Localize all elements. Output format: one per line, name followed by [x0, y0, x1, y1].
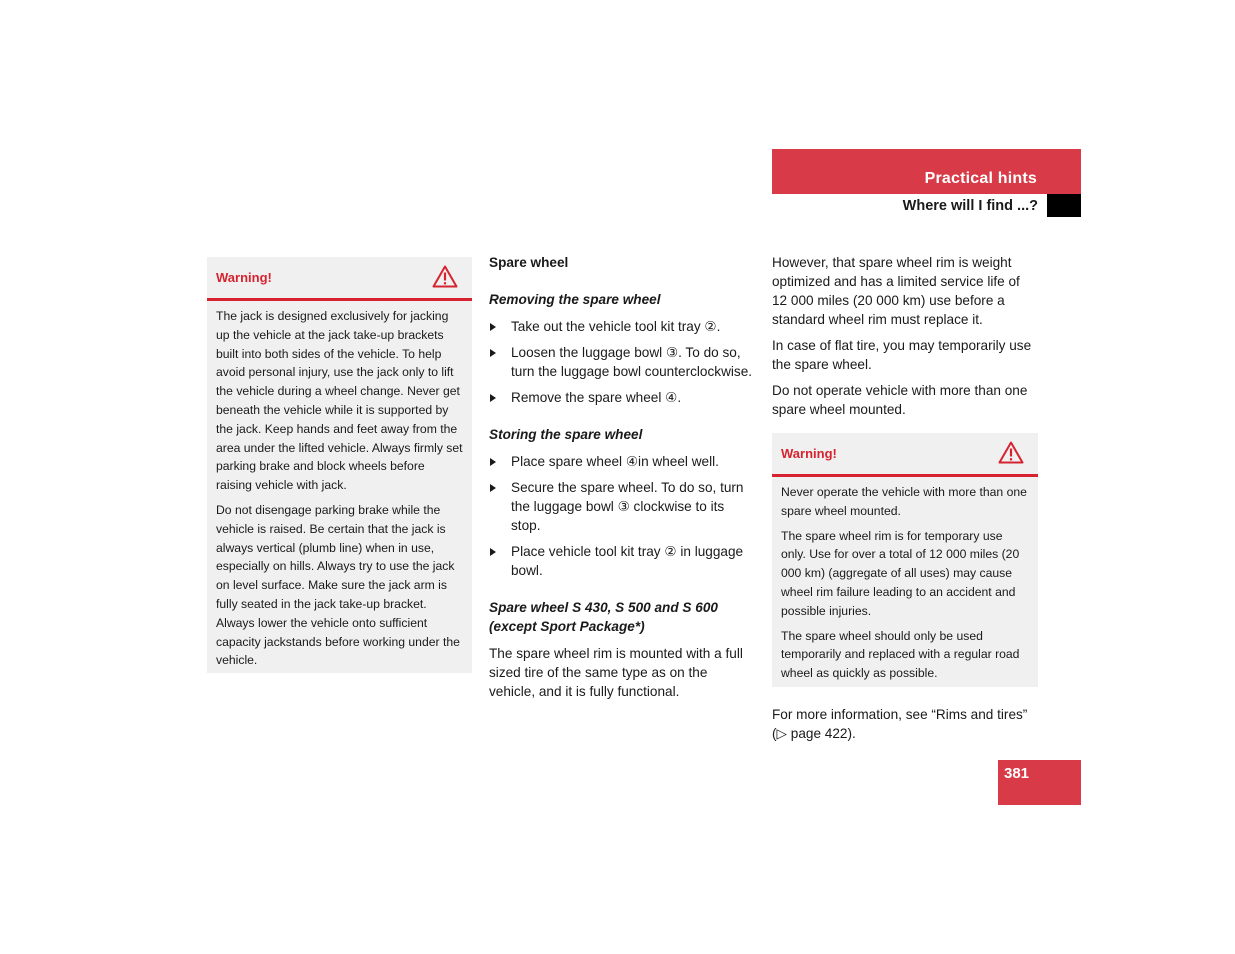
- instruction-step: [489, 343, 754, 381]
- body-paragraph: However, that spare wheel rim is weight optimized and has a limited service life of 12 000 miles (20 000 km) use before a standard wheel rim must replace it.: [772, 255, 1020, 327]
- section-title: Practical hints: [924, 170, 1037, 187]
- warning-label: Warning!: [781, 446, 837, 461]
- triangle-bullet-icon: [490, 548, 496, 556]
- step-text: Loosen the luggage bowl ③. To do so, turn the luggage bowl counterclockwise.: [511, 345, 753, 379]
- page-number-box: [998, 760, 1081, 805]
- body-paragraph: Do not operate vehicle with more than one spare wheel mounted.: [772, 383, 1028, 417]
- section-heading: Spare wheel: [489, 255, 569, 270]
- warning-paragraph: The spare wheel rim is for temporary use only. Use for over a total of 12 000 miles (20 000 km) (aggregate of all uses) may cause wheel rim failure leading to an accident and possible injuries.: [781, 528, 1020, 618]
- subsection-title: Where will I find ...?: [902, 198, 1038, 214]
- step-text: Secure the spare wheel. To do so, turn the luggage bowl ③ clockwise to its stop.: [511, 480, 744, 533]
- subheading-removing: Removing the spare wheel: [489, 292, 661, 307]
- warning-box-jack: [207, 257, 472, 673]
- warning-body: [207, 301, 472, 684]
- more-info: [772, 705, 1038, 750]
- step-text: Place spare wheel ④in wheel well.: [511, 454, 719, 469]
- step-text: Remove the spare wheel ④.: [511, 390, 682, 405]
- instruction-step: [489, 317, 754, 336]
- right-column: [772, 253, 1038, 426]
- middle-column: [489, 253, 754, 708]
- warning-header: [772, 433, 1038, 477]
- triangle-bullet-icon: [490, 349, 496, 357]
- warning-header: [207, 257, 472, 301]
- warning-triangle-icon: [998, 441, 1024, 464]
- body-paragraph: The spare wheel rim is mounted with a full sized tire of the same type as on the vehicle, and it is fully functional.: [489, 646, 743, 699]
- step-text: Place vehicle tool kit tray ② in luggage bowl.: [511, 544, 744, 578]
- warning-box-spare-wheel: [772, 433, 1038, 687]
- warning-label: Warning!: [216, 270, 272, 285]
- warning-body: [772, 477, 1038, 697]
- subheading-models: Spare wheel S 430, S 500 and S 600 (except Sport Package*): [489, 600, 718, 634]
- warning-triangle-icon: [432, 265, 458, 288]
- triangle-bullet-icon: [490, 394, 496, 402]
- warning-paragraph: Never operate the vehicle with more than one spare wheel mounted.: [781, 485, 1027, 518]
- warning-paragraph: The spare wheel should only be used temporarily and replaced with a regular road wheel as quickly as possible.: [781, 628, 1020, 681]
- section-header-bar: [772, 149, 1081, 194]
- page-reference-text: For more information, see “Rims and tires” (▷ page 422).: [772, 707, 1028, 741]
- step-text: Take out the vehicle tool kit tray ②.: [511, 319, 721, 334]
- instruction-step: [489, 478, 754, 535]
- instruction-step: [489, 542, 754, 580]
- triangle-bullet-icon: [490, 484, 496, 492]
- instruction-step: [489, 452, 754, 471]
- header-marker: [1047, 194, 1081, 217]
- instruction-step: [489, 388, 754, 407]
- page-number: 381: [1004, 765, 1030, 782]
- warning-paragraph: The jack is designed exclusively for jacking up the vehicle at the jack take-up brackets built into both sides of the vehicle. To help avoid personal injury, use the jack only to lift the vehicle during a wheel change. Never get beneath the vehicle while it is supported by the jack. Keep hands and feet away from the area under the lifted vehicle. Always firmly set parking brake and block wheels before raising vehicle with jack.: [216, 309, 463, 493]
- subheading-storing: Storing the spare wheel: [489, 427, 643, 442]
- body-paragraph: In case of flat tire, you may temporarily use the spare wheel.: [772, 338, 1032, 372]
- triangle-bullet-icon: [490, 458, 496, 466]
- warning-paragraph: Do not disengage parking brake while the vehicle is raised. Be certain that the jack is always vertical (plumb line) when in use, especially on hills. Always try to use the jack on level surface. Make sure the jack arm is fully seated in the jack take-up bracket. Always lower the vehicle onto sufficient capacity jackstands before working under the vehicle.: [216, 502, 460, 668]
- triangle-bullet-icon: [490, 323, 496, 331]
